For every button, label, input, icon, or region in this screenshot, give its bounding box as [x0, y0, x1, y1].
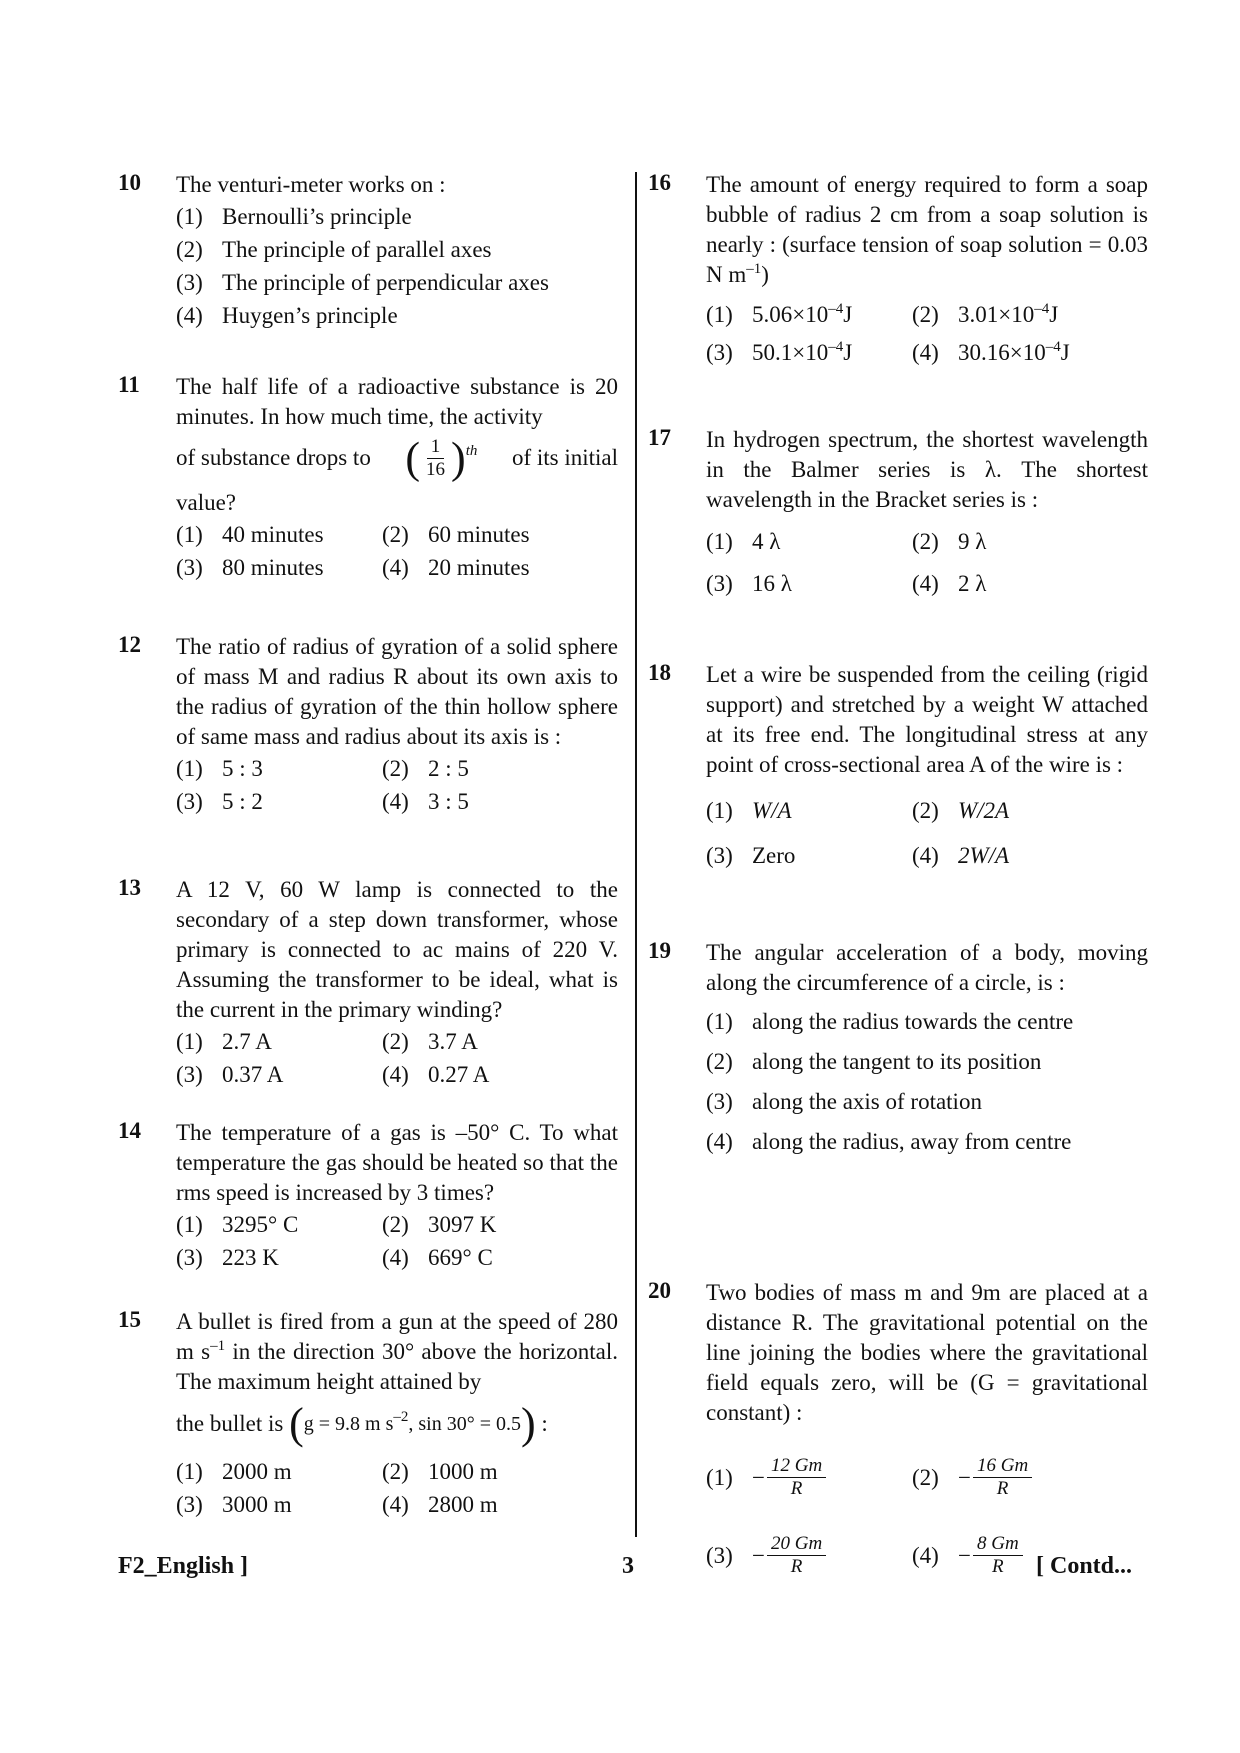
option-2[interactable]: (2) 2 : 5: [382, 756, 469, 781]
option-4[interactable]: (4) 2W/A: [912, 843, 1010, 868]
question-stem: The half life of a radioactive substance is 20 minutes. In how much time, the activity: [176, 374, 618, 429]
option-4[interactable]: (4) along the radius, away from centre: [706, 1129, 1072, 1154]
fraction: $\frac{16 Gm}{R}$: [973, 1455, 1032, 1500]
option-2[interactable]: (2) 1000 m: [382, 1459, 498, 1484]
option-3[interactable]: (3) 80 minutes: [176, 555, 324, 580]
option-1[interactable]: (1) 2000 m: [176, 1459, 292, 1484]
option-4[interactable]: (4) − $\frac{8 Gm}{R}$: [912, 1516, 1148, 1594]
page-number: 3: [622, 1553, 634, 1579]
option-4[interactable]: (4) $30.16\times 10^{-4}J$: [912, 339, 1070, 365]
option-4[interactable]: (4) 20 minutes: [382, 555, 530, 580]
option-2[interactable]: (2) W/2A: [912, 798, 1010, 823]
option-3[interactable]: (3) 16 λ: [706, 571, 792, 596]
option-1[interactable]: (1) 3295° C: [176, 1212, 299, 1237]
question-number: 19: [648, 938, 671, 963]
option-3[interactable]: (3) along the axis of rotation: [706, 1089, 982, 1114]
column-divider: [635, 172, 637, 1537]
option-3[interactable]: (3) 3000 m: [176, 1492, 292, 1517]
option-2[interactable]: (2) 60 minutes: [382, 522, 530, 547]
question-number: 18: [648, 660, 671, 685]
footer-contd: [ Contd...: [1036, 1553, 1133, 1579]
option-3[interactable]: (3) − $\frac{20 Gm}{R}$: [706, 1516, 912, 1594]
option-2[interactable]: (2) $3.01\times 10^{-4}J$: [912, 301, 1059, 327]
fraction: $\frac{20 Gm}{R}$: [767, 1533, 826, 1578]
question-number: 17: [648, 425, 671, 450]
option-1[interactable]: (1) 4 λ: [706, 529, 781, 554]
option-2[interactable]: (2) 3097 K: [382, 1212, 497, 1237]
question-number: 11: [118, 372, 140, 397]
option-2[interactable]: (2) The principle of parallel axes: [176, 237, 492, 262]
question-number: 20: [648, 1278, 671, 1303]
option-1[interactable]: (1) $5.06\times 10^{-4}J$: [706, 301, 853, 327]
option-3[interactable]: (3) 5 : 2: [176, 789, 263, 814]
option-1[interactable]: (1) 5 : 3: [176, 756, 263, 781]
option-1[interactable]: (1) 2.7 A: [176, 1029, 272, 1054]
option-1[interactable]: (1) Bernoulli’s principle: [176, 204, 412, 229]
option-3[interactable]: (3) The principle of perpendicular axes: [176, 270, 549, 295]
question-number: 13: [118, 875, 141, 900]
question-stem: The temperature of a gas is –50° C. To what temperature the gas should be heated so that the rms speed is increased by 3 times?: [176, 1120, 618, 1205]
option-4[interactable]: (4) 669° C: [382, 1245, 493, 1270]
question-stem: Two bodies of mass m and 9m are placed at a distance R. The gravitational potential on the line joining the bodies where the gravitational field equals zero, will be (G = gravitational constant) :: [706, 1280, 1148, 1425]
question-stem: In hydrogen spectrum, the shortest wavelength in the Balmer series is λ. The shortest wavelength in the Bracket series is :: [706, 427, 1148, 512]
question-stem: The ratio of radius of gyration of a solid sphere of mass M and radius R about its own axis to the radius of gyration of the thin hollow sphere of same mass and radius about its axis is :: [176, 634, 618, 749]
question-number: 15: [118, 1307, 141, 1332]
option-4[interactable]: (4) 2 λ: [912, 571, 987, 596]
option-4[interactable]: (4) 2800 m: [382, 1492, 498, 1517]
question-stem: The amount of energy required to form a soap bubble of radius 2 cm from a soap solution is nearly : (surface tension of soap solution = 0.03 N $m^{-1}$): [706, 172, 1148, 287]
question-number: 14: [118, 1118, 141, 1143]
fraction: $\frac{8 Gm}{R}$: [973, 1533, 1023, 1578]
question-stem: Let a wire be suspended from the ceiling (rigid support) and stretched by a weight W attached at its free end. The longitudinal stress at any point of cross-sectional area A of the wire is :: [706, 662, 1148, 777]
option-1[interactable]: (1) W/A: [706, 798, 792, 823]
option-1[interactable]: (1) 40 minutes: [176, 522, 324, 547]
fraction: $\frac{1}{16}$: [426, 435, 446, 480]
option-4[interactable]: (4) Huygen’s principle: [176, 303, 398, 328]
question-number: 10: [118, 170, 141, 195]
option-4[interactable]: (4) 0.27 A: [382, 1062, 490, 1087]
option-2[interactable]: (2) along the tangent to its position: [706, 1049, 1042, 1074]
question-number: 12: [118, 632, 141, 657]
option-3[interactable]: (3) 223 K: [176, 1245, 279, 1270]
option-3[interactable]: (3) Zero: [706, 843, 796, 868]
question-stem: A bullet is fired from a gun at the speed of 280 m $s^{-1}$ in the direction 30° above the horizontal. The maximum height attained by: [176, 1309, 618, 1394]
question-stem: The venturi-meter works on :: [176, 172, 446, 197]
question-stem: The angular acceleration of a body, moving along the circumference of a circle, is :: [706, 940, 1148, 995]
option-3[interactable]: (3) 0.37 A: [176, 1062, 284, 1087]
option-1[interactable]: (1) − $\frac{12 Gm}{R}$: [706, 1438, 912, 1516]
question-stem-given: the bullet is ( g = 9.8 m $s^{-2}$, sin 30° = 0.5 ) :: [176, 1399, 548, 1448]
option-1[interactable]: (1) along the radius towards the centre: [706, 1009, 1074, 1034]
option-4[interactable]: (4) 3 : 5: [382, 789, 469, 814]
option-2[interactable]: (2) 9 λ: [912, 529, 987, 554]
question-stem-fraction-line: of substance drops to ( $\frac{1}{16}$ )$^{th}$ of its initial: [176, 433, 618, 482]
question-number: 16: [648, 170, 671, 195]
question-stem: A 12 V, 60 W lamp is connected to the secondary of a step down transformer, whose primary is connected to ac mains of 220 V. Assuming the transformer to be ideal, what is the current in the primary winding?: [176, 877, 618, 1022]
fraction: $\frac{12 Gm}{R}$: [767, 1455, 826, 1500]
option-2[interactable]: (2) − $\frac{16 Gm}{R}$: [912, 1438, 1148, 1516]
footer-code: F2_English ]: [118, 1553, 249, 1579]
option-3[interactable]: (3) $50.1\times 10^{-4}J$: [706, 339, 853, 365]
option-2[interactable]: (2) 3.7 A: [382, 1029, 478, 1054]
